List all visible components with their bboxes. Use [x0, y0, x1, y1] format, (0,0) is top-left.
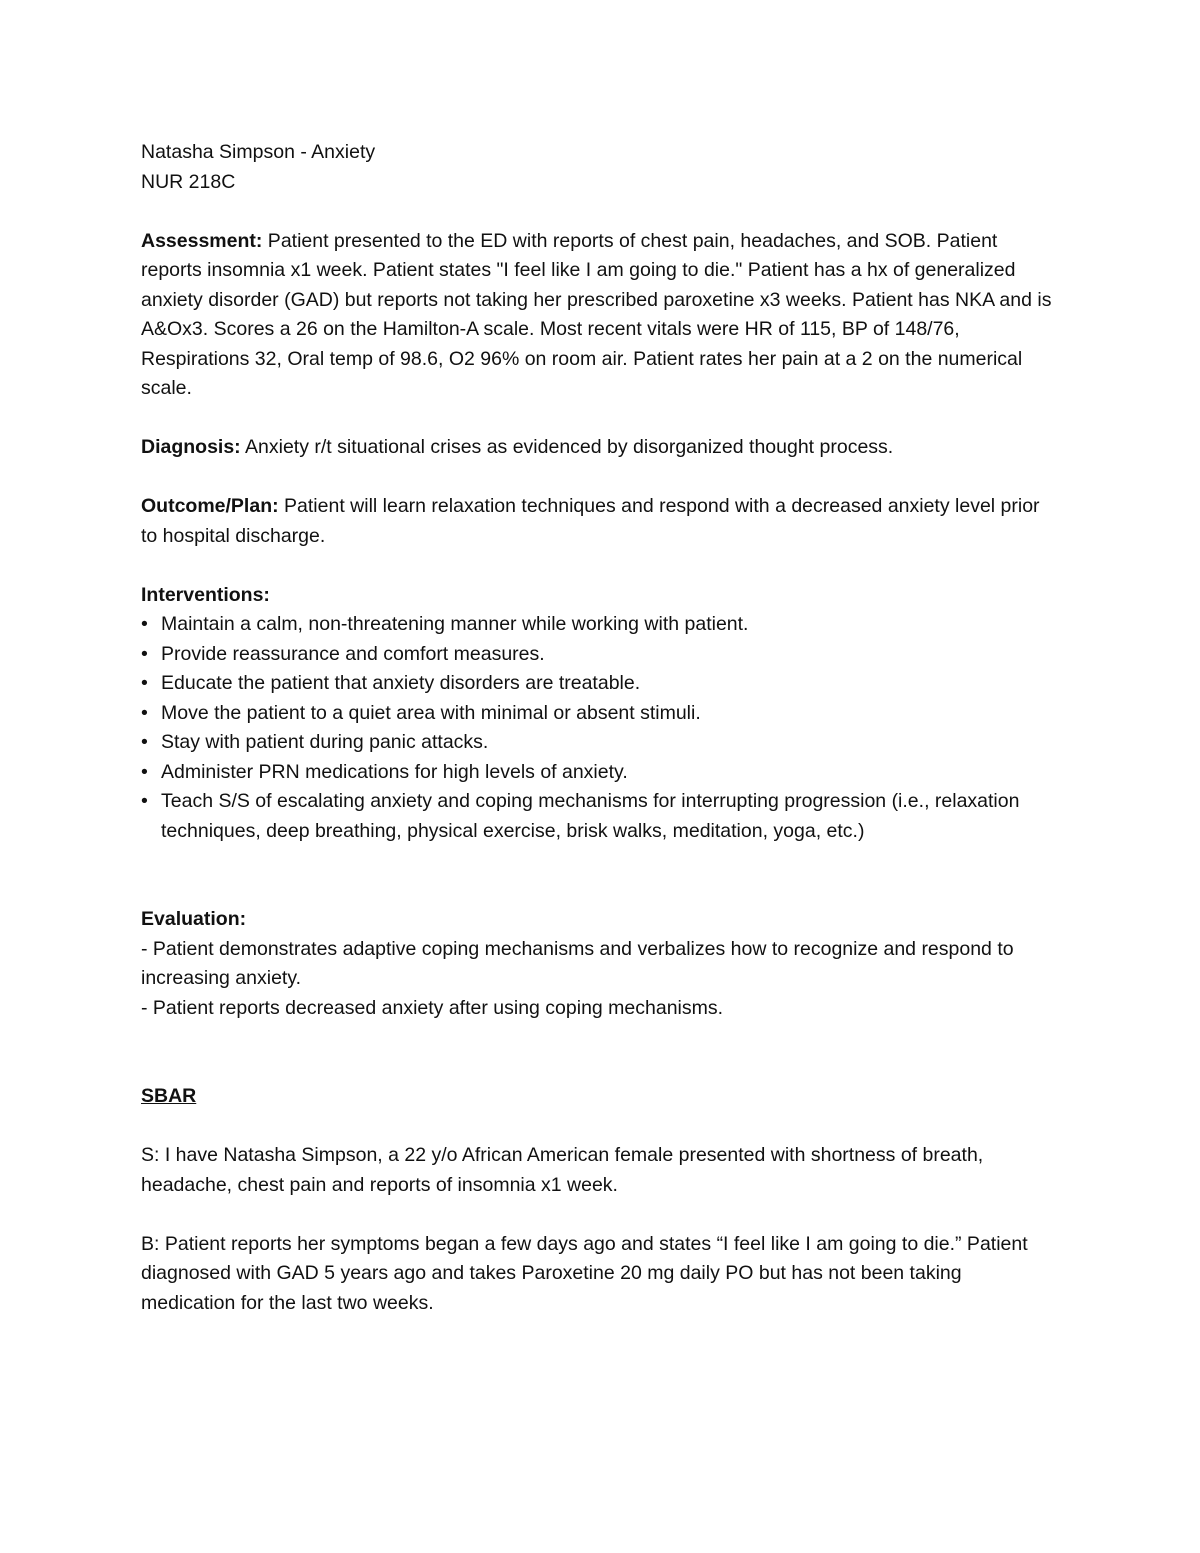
- bullet-icon: •: [141, 701, 148, 724]
- outcome-text: Patient will learn relaxation techniques and respond with a decreased anxiety level prior to hospital discharge.: [141, 495, 1040, 547]
- bullet-icon: •: [141, 613, 148, 635]
- assessment-text: Patient presented to the ED with reports of chest pain, headaches, and SOB. Patient reports insomnia x1 week. Patient states "I feel like I am going to die." Patient has a hx of generalized anxiety disorder (GAD) but reports not taking her prescribed paroxetine x3 weeks. Patient has NKA and is A&Ox3. Scores a 26 on the Hamilton-A scale. Most recent vitals were HR of 115, BP of 148/76, Respirations 32, Oral temp of 98.6, O2 96% on room air. Patient rates her pain at a 2 on the numerical scale.: [141, 229, 1052, 399]
- diagnosis-label: Diagnosis:: [141, 436, 241, 458]
- document-page: [141, 138, 1061, 1318]
- assessment-label: Assessment:: [141, 229, 263, 252]
- outcome-label: Outcome/Plan:: [141, 495, 279, 517]
- course-code: NUR 218C: [141, 170, 236, 193]
- sbar-heading: SBAR: [141, 1085, 197, 1107]
- list-item-text: Stay with patient during panic attacks.: [161, 731, 489, 753]
- list-item-text: Educate the patient that anxiety disorders are treatable.: [161, 672, 641, 694]
- list-item: [141, 669, 1061, 699]
- bullet-icon: •: [141, 760, 148, 783]
- evaluation-item: - Patient reports decreased anxiety after using coping mechanisms.: [141, 996, 724, 1019]
- diagnosis-text: Anxiety r/t situational crises as evidenced by disorganized thought process.: [240, 436, 894, 458]
- list-item-text: Provide reassurance and comfort measures.: [161, 642, 545, 665]
- list-item: [141, 787, 1061, 846]
- evaluation-label: Evaluation:: [141, 908, 247, 930]
- diagnosis-section: [141, 433, 1061, 463]
- list-item: [141, 728, 1061, 758]
- list-item-text: Teach S/S of escalating anxiety and coping mechanisms for interrupting progression (i.e., relaxation techniques, deep breathing, physical exercise, brisk walks, meditation, yoga, etc.): [161, 790, 1020, 842]
- list-item: [141, 699, 1061, 729]
- bullet-icon: •: [141, 731, 148, 753]
- bullet-icon: •: [141, 790, 148, 812]
- list-item-text: Maintain a calm, non-threatening manner while working with patient.: [161, 613, 749, 635]
- bullet-icon: •: [141, 642, 148, 665]
- document-title: Natasha Simpson - Anxiety: [141, 141, 376, 163]
- sbar-background: B: Patient reports her symptoms began a few days ago and states “I feel like I am going to die.” Patient diagnosed with GAD 5 years ago and takes Paroxetine 20 mg daily PO but has not been taking medication for the last two weeks.: [141, 1232, 1028, 1314]
- list-item-text: Administer PRN medications for high levels of anxiety.: [161, 760, 628, 783]
- assessment-section: [141, 227, 1061, 404]
- list-item: [141, 758, 1061, 788]
- list-item: [141, 640, 1061, 670]
- sbar-situation: S: I have Natasha Simpson, a 22 y/o African American female presented with shortness of breath, headache, chest pain and reports of insomnia x1 week.: [141, 1144, 984, 1196]
- list-item-text: Move the patient to a quiet area with minimal or absent stimuli.: [161, 701, 701, 724]
- list-item: [141, 610, 1061, 640]
- outcome-section: [141, 492, 1061, 551]
- bullet-icon: •: [141, 672, 148, 694]
- interventions-list: [141, 610, 1061, 846]
- evaluation-item: - Patient demonstrates adaptive coping mechanisms and verbalizes how to recognize and respond to increasing anxiety.: [141, 937, 1014, 989]
- interventions-label: Interventions:: [141, 583, 270, 606]
